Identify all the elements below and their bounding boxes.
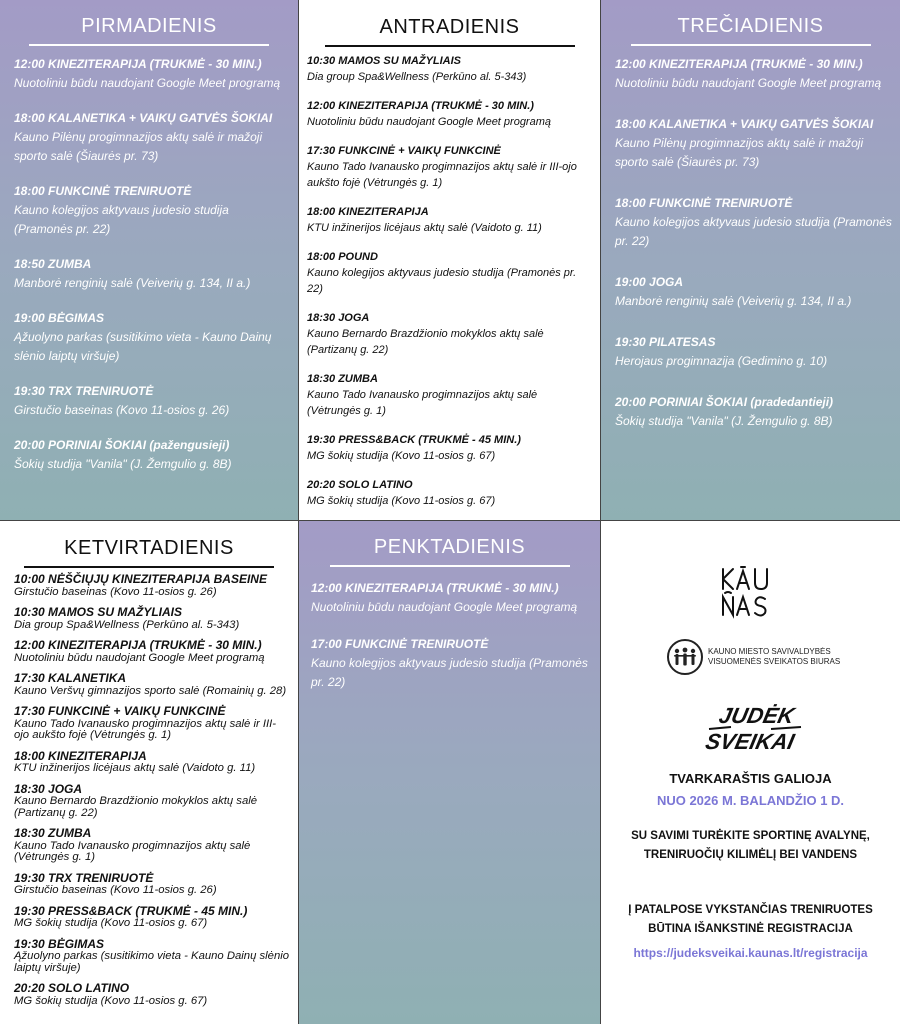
- event-time-title: 18:30 JOGA: [307, 312, 370, 324]
- event-heading: [14, 706, 290, 719]
- event-time-title: 12:00 KINEZITERAPIJA: [14, 57, 150, 71]
- schedule-event: [615, 115, 892, 172]
- schedule-event: [14, 673, 290, 697]
- thursday-column: [0, 521, 298, 1024]
- schedule-event: [307, 371, 592, 419]
- event-list: [0, 46, 298, 474]
- schedule-event: [14, 309, 290, 366]
- schedule-event: [14, 109, 290, 166]
- event-heading: [14, 673, 290, 686]
- event-time-title: 20:00 PORINIAI ŠOKIAI: [615, 395, 751, 409]
- schedule-event: [307, 53, 592, 85]
- event-heading: [307, 204, 592, 220]
- schedule-event: [307, 204, 592, 236]
- event-list: [601, 46, 900, 431]
- schedule-event: [307, 310, 592, 358]
- event-time-title: 20:00 PORINIAI ŠOKIAI: [14, 438, 150, 452]
- event-time-title: 19:30 PRESS&BACK: [307, 434, 419, 446]
- note-line: TRENIRUOČIŲ KILIMĖLĮ BEI VANDENS: [643, 849, 858, 861]
- event-location: Nuotoliniu būdu naudojant Google Meet programą: [615, 76, 882, 90]
- event-time-title: 19:30 PRESS&BACK: [14, 903, 136, 918]
- judek-sveikai-logo: [701, 699, 811, 757]
- event-time-title: 10:30 MAMOS SU MAŽYLIAIS: [307, 55, 462, 67]
- event-location: Šokių studija "Vanila" (J. Žemgulio g. 8B): [14, 457, 232, 471]
- event-location: Kauno kolegijos aktyvaus judesio studija (Pramonės pr. 22): [615, 215, 892, 248]
- event-heading: [14, 182, 290, 201]
- event-heading: [615, 393, 892, 412]
- schedule-event: [615, 393, 892, 431]
- event-location: MG šokių studija (Kovo 11-osios g. 67): [14, 994, 208, 1007]
- event-location: Kauno Pilėnų progimnazijos aktų salė ir mažoji sporto salė (Šiaurės pr. 73): [615, 136, 864, 169]
- note-line: BŪTINA IŠANKSTINĖ REGISTRACIJA: [648, 923, 853, 935]
- event-location: Ąžuolyno parkas (susitikimo vieta - Kauno Dainų slėnio laiptų viršuje): [14, 330, 272, 363]
- column-divider: [600, 0, 601, 1024]
- event-time-title: 19:00 JOGA: [615, 275, 684, 289]
- event-note: (pažengusieji): [149, 438, 230, 452]
- vsb-line1: KAUNO MIESTO SAVIVALDYBĖS: [708, 647, 831, 656]
- event-time-title: 18:00 KALANETIKA + VAIKŲ GATVĖS ŠOKIAI: [615, 117, 874, 131]
- row-divider: [0, 520, 900, 521]
- schedule-event: [14, 870, 290, 897]
- event-time-title: 18:30 ZUMBA: [307, 373, 378, 385]
- schedule-event: [307, 98, 592, 130]
- event-location: Kauno Veršvų gimnazijos sporto salė (Romainių g. 28): [14, 684, 287, 697]
- event-time-title: 17:30 FUNKCINĖ + VAIKŲ FUNKCINĖ: [307, 145, 501, 157]
- event-heading: [307, 143, 592, 159]
- event-heading: [307, 249, 592, 265]
- event-location: Kauno kolegijos aktyvaus judesio studija (Pramonės pr. 22): [14, 203, 229, 236]
- event-time-title: 19:30 TRX TRENIRUOTĖ: [14, 384, 154, 398]
- kaunas-logo: [719, 565, 785, 621]
- event-heading: [14, 574, 290, 587]
- event-time-title: 19:30 PILATESAS: [615, 335, 716, 349]
- event-location: KTU inžinerijos licėjaus aktų salė (Vaidoto g. 11): [307, 222, 542, 234]
- event-heading: [615, 194, 892, 213]
- column-divider: [298, 0, 299, 1024]
- event-time-title: 18:00 KINEZITERAPIJA: [14, 748, 147, 763]
- event-heading: [311, 579, 592, 598]
- event-time-title: 18:30 ZUMBA: [14, 826, 92, 840]
- event-heading: [307, 432, 592, 448]
- event-note: (TRUKMĖ - 45 MIN.): [418, 434, 521, 446]
- schedule-event: [615, 273, 892, 311]
- schedule-event: [307, 143, 592, 191]
- vsb-logo: [667, 639, 840, 675]
- schedule-event: [14, 255, 290, 293]
- event-heading: [14, 828, 290, 841]
- event-location: Kauno Tado Ivanausko progimnazijos aktų salė (Vėtrungės g. 1): [14, 839, 251, 863]
- event-time-title: 12:00 KINEZITERAPIJA: [14, 638, 150, 652]
- event-time-title: 20:20 SOLO LATINO: [307, 479, 413, 491]
- day-title-friday: PENKTADIENIS: [373, 536, 526, 558]
- vsb-line2: VISUOMENĖS SVEIKATOS BIURAS: [708, 657, 841, 666]
- event-location: Šokių studija "Vanila" (J. Žemgulio g. 8B): [615, 414, 833, 428]
- event-location: KTU inžinerijos licėjaus aktų salė (Vaidoto g. 11): [14, 762, 256, 774]
- people-icon: [667, 639, 703, 675]
- schedule-event: [307, 249, 592, 297]
- event-list: [299, 47, 600, 509]
- event-location: Kauno Bernardo Brazdžionio mokyklos aktų salė (Partizanų g. 22): [307, 328, 544, 356]
- event-time-title: 18:00 KALANETIKA + VAIKŲ GATVĖS ŠOKIAI: [14, 111, 273, 125]
- friday-column: [299, 521, 600, 1024]
- registration-note: [601, 901, 900, 939]
- event-time-title: 17:00 FUNKCINĖ TRENIRUOTĖ: [311, 637, 489, 651]
- valid-title: TVARKARAŠTIS GALIOJA: [669, 771, 832, 786]
- schedule-event: [14, 828, 290, 864]
- note-line: SU SAVIMI TURĖKITE SPORTINĘ AVALYNĘ,: [631, 830, 870, 842]
- schedule-event: [14, 706, 290, 742]
- schedule-event: [14, 903, 290, 930]
- day-title-tuesday: ANTRADIENIS: [379, 16, 520, 38]
- event-note: (TRUKMĖ - 30 MIN.): [149, 57, 262, 71]
- monday-column: [0, 0, 298, 520]
- event-heading: [307, 477, 592, 493]
- tuesday-column: [299, 0, 600, 520]
- event-heading: [307, 98, 592, 114]
- schedule-event: [615, 55, 892, 93]
- schedule-event: [615, 194, 892, 251]
- event-time-title: 18:30 JOGA: [14, 781, 83, 796]
- equipment-note: [601, 827, 900, 865]
- event-location: Girstučio baseinas (Kovo 11-osios g. 26): [14, 585, 217, 598]
- event-time-title: 18:00 KINEZITERAPIJA: [307, 206, 429, 218]
- event-location: Kauno Tado Ivanausko progimnazijos aktų salė (Vėtrungės g. 1): [307, 389, 538, 417]
- event-heading: [14, 983, 290, 996]
- event-location: Nuotoliniu būdu naudojant Google Meet programą: [307, 116, 551, 128]
- info-panel: [601, 521, 900, 1024]
- event-location: Manborė renginių salė (Veiverių g. 134, II a.): [14, 276, 251, 290]
- event-location: Dia group Spa&Wellness (Perkūno al. 5-343): [14, 618, 240, 631]
- event-note: (TRUKMĖ - 30 MIN.): [750, 57, 863, 71]
- event-location: Nuotoliniu būdu naudojant Google Meet programą: [14, 76, 281, 90]
- event-location: Manborė renginių salė (Veiverių g. 134, II a.): [615, 294, 852, 308]
- schedule-event: [14, 781, 290, 820]
- jude-line1: JUDĖK: [716, 703, 797, 728]
- event-heading: [14, 55, 290, 74]
- event-heading: [14, 436, 290, 455]
- event-location: Girstučio baseinas (Kovo 11-osios g. 26): [14, 403, 230, 417]
- schedule-event: [14, 640, 290, 664]
- event-time-title: 12:00 KINEZITERAPIJA: [615, 57, 751, 71]
- event-location: Kauno Tado Ivanausko progimnazijos aktų salė ir III-ojo aukšto fojė (Vėtrungės g. 1): [307, 161, 577, 189]
- schedule-event: [14, 983, 290, 1007]
- event-location: Nuotoliniu būdu naudojant Google Meet programą: [14, 651, 265, 664]
- event-location: Dia group Spa&Wellness (Perkūno al. 5-343): [307, 71, 527, 83]
- event-heading: [307, 371, 592, 387]
- event-heading: [14, 109, 290, 128]
- event-location: MG šokių studija (Kovo 11-osios g. 67): [14, 917, 208, 929]
- event-time-title: 18:00 POUND: [307, 251, 378, 263]
- event-heading: [14, 255, 290, 274]
- event-time-title: 18:00 FUNKCINĖ TRENIRUOTĖ: [14, 184, 192, 198]
- registration-link[interactable]: https://judeksveikai.kaunas.lt/registracija: [633, 946, 868, 960]
- schedule-event: [14, 55, 290, 93]
- event-time-title: 18:50 ZUMBA: [14, 257, 92, 271]
- event-list: [0, 568, 298, 1007]
- event-note: (TRUKMĖ - 30 MIN.): [431, 100, 534, 112]
- schedule-event: [307, 477, 592, 509]
- event-location: Kauno kolegijos aktyvaus judesio studija (Pramonės pr. 22): [307, 267, 577, 295]
- event-time-title: 19:00 BĖGIMAS: [14, 311, 105, 325]
- event-time-title: 12:00 KINEZITERAPIJA: [307, 100, 432, 112]
- schedule-event: [14, 607, 290, 631]
- event-heading: [615, 55, 892, 74]
- event-time-title: 19:30 BĖGIMAS: [14, 936, 105, 951]
- event-heading: [14, 309, 290, 328]
- event-location: Kauno kolegijos aktyvaus judesio studija (Pramonės pr. 22): [311, 656, 588, 689]
- event-location: Herojaus progimnazija (Gedimino g. 10): [615, 354, 828, 368]
- event-heading: [14, 607, 290, 620]
- schedule-event: [14, 182, 290, 239]
- event-time-title: 18:00 FUNKCINĖ TRENIRUOTĖ: [615, 196, 793, 210]
- event-heading: [615, 115, 892, 134]
- event-note: (pradedantieji): [750, 395, 834, 409]
- event-location: MG šokių studija (Kovo 11-osios g. 67): [307, 495, 496, 507]
- event-location: Kauno Pilėnų progimnazijos aktų salė ir mažoji sporto salė (Šiaurės pr. 73): [14, 130, 263, 163]
- day-title-monday: PIRMADIENIS: [81, 15, 217, 37]
- schedule-event: [14, 436, 290, 474]
- event-time-title: 10:00 NĖŠČIŲJŲ KINEZITERAPIJA BASEINE: [14, 572, 267, 586]
- event-heading: [307, 53, 592, 69]
- schedule-event: [14, 574, 290, 598]
- event-location: Kauno Tado Ivanausko progimnazijos aktų salė ir III-ojo aukšto fojė (Vėtrungės g. 1): [14, 717, 277, 741]
- schedule-event: [14, 748, 290, 775]
- event-note: (TRUKMĖ - 45 MIN.): [135, 903, 248, 918]
- event-location: Girstučio baseinas (Kovo 11-osios g. 26): [14, 884, 217, 896]
- event-location: Ąžuolyno parkas (susitikimo vieta - Kauno Dainų slėnio laiptų viršuje): [14, 950, 290, 974]
- event-location: Nuotoliniu būdu naudojant Google Meet programą: [311, 600, 578, 614]
- event-time-title: 17:30 FUNKCINĖ + VAIKŲ FUNKCINĖ: [14, 704, 226, 718]
- vsb-text: [708, 647, 840, 667]
- day-title-wednesday: TREČIADIENIS: [677, 15, 824, 37]
- event-heading: [14, 640, 290, 653]
- event-note: (TRUKMĖ - 30 MIN.): [446, 581, 559, 595]
- schedule-event: [14, 936, 290, 975]
- event-note: (TRUKMĖ - 30 MIN.): [149, 638, 262, 652]
- note-line: Į PATALPOSE VYKSTANČIAS TRENIRUOTES: [628, 904, 873, 916]
- event-heading: [311, 635, 592, 654]
- jude-line2: SVEIKAI: [703, 729, 797, 754]
- event-location: MG šokių studija (Kovo 11-osios g. 67): [307, 450, 496, 462]
- event-heading: [307, 310, 592, 326]
- event-time-title: 19:30 TRX TRENIRUOTĖ: [14, 870, 154, 885]
- day-title-thursday: KETVIRTADIENIS: [64, 537, 234, 559]
- schedule-event: [311, 579, 592, 617]
- event-time-title: 10:30 MAMOS SU MAŽYLIAIS: [14, 605, 183, 619]
- event-heading: [615, 273, 892, 292]
- wednesday-column: [601, 0, 900, 520]
- event-list: [299, 567, 600, 692]
- schedule-event: [311, 635, 592, 692]
- event-heading: [14, 382, 290, 401]
- event-time-title: 20:20 SOLO LATINO: [14, 981, 130, 995]
- valid-date: NUO 2026 M. BALANDŽIO 1 D.: [656, 793, 845, 808]
- event-heading: [615, 333, 892, 352]
- schedule-event: [307, 432, 592, 464]
- event-time-title: 17:30 KALANETIKA: [14, 671, 127, 685]
- event-time-title: 12:00 KINEZITERAPIJA: [311, 581, 447, 595]
- event-location: Kauno Bernardo Brazdžionio mokyklos aktų salė (Partizanų g. 22): [14, 795, 258, 819]
- schedule-event: [615, 333, 892, 371]
- schedule-event: [14, 382, 290, 420]
